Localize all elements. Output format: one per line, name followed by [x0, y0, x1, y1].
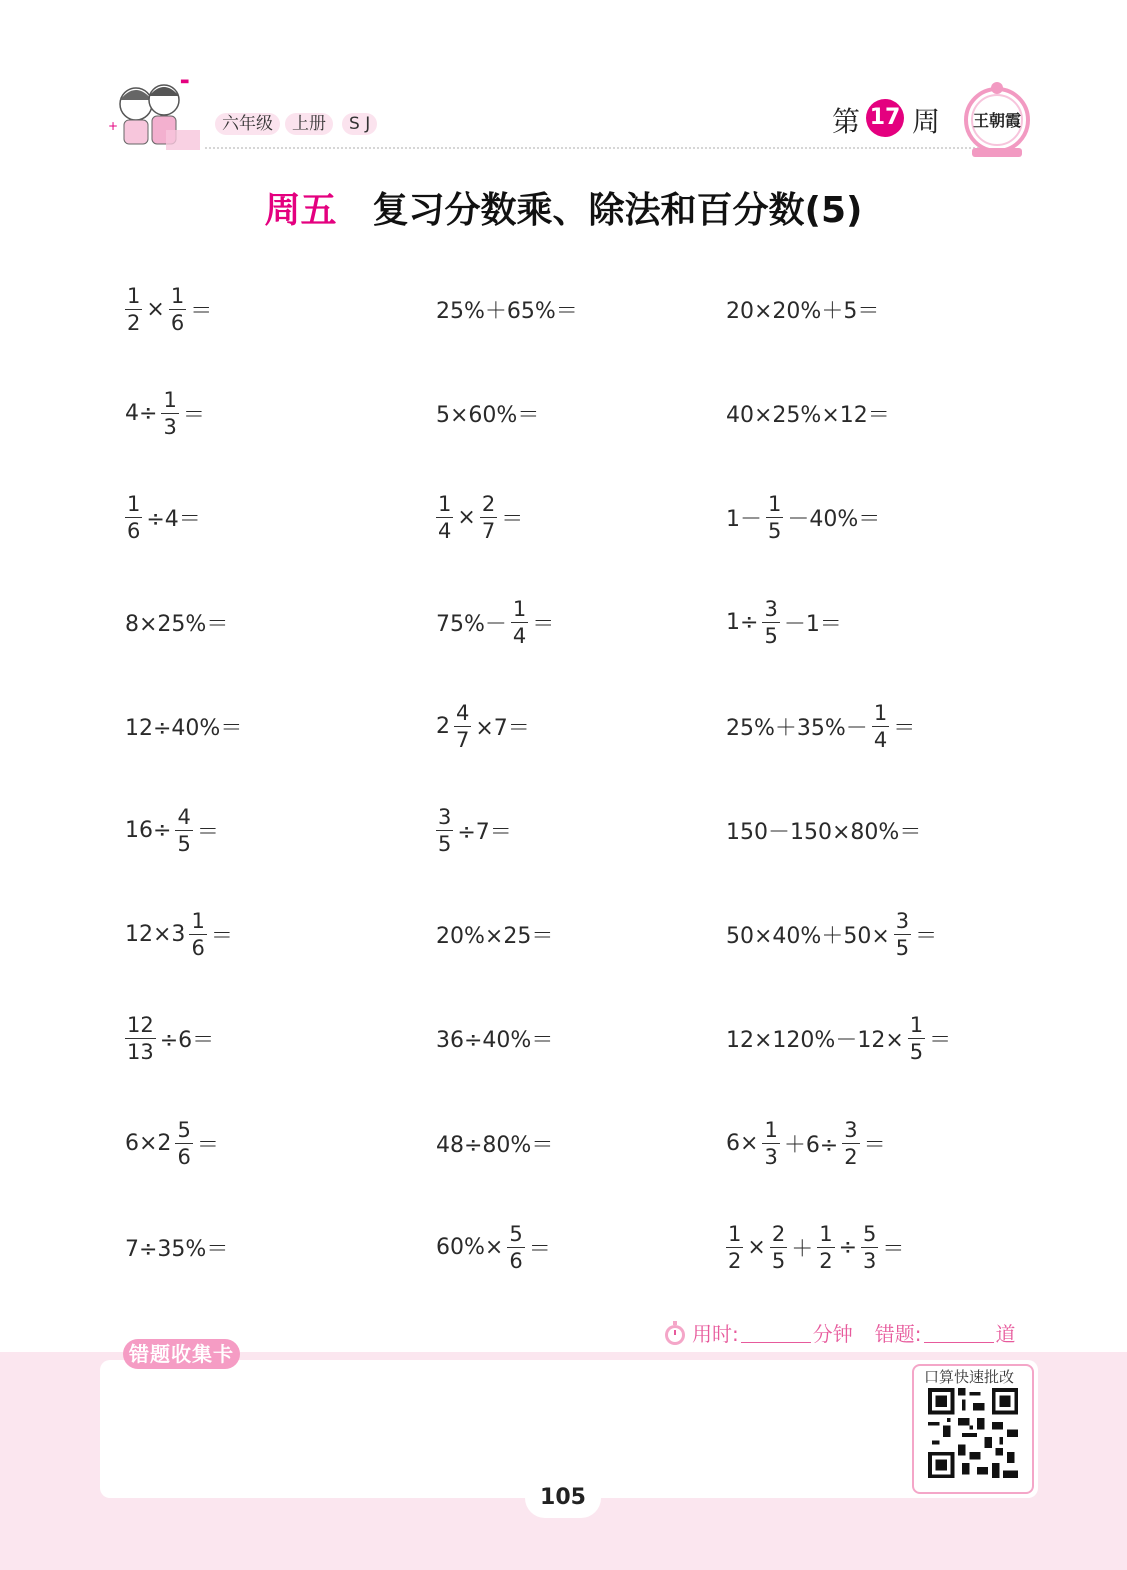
- denominator: 5: [768, 518, 782, 543]
- problem-r1-c2: [434, 274, 580, 344]
- expression-text: 20%×25＝: [436, 923, 554, 949]
- expression-text: 12×3: [125, 921, 186, 947]
- expression-text: 16÷: [125, 817, 172, 843]
- week-prefix: 第: [832, 105, 861, 138]
- denominator: 2: [728, 1248, 742, 1273]
- expression-text: ＝: [893, 715, 916, 741]
- numerator: 1: [819, 1221, 833, 1246]
- numerator: 2: [481, 491, 496, 516]
- edition-tag: S J: [342, 113, 377, 135]
- fraction: [766, 492, 783, 543]
- expression-text: －1＝: [783, 611, 842, 637]
- header-divider: [205, 147, 1007, 149]
- timer-line: [662, 1318, 1016, 1347]
- fraction: [908, 1013, 925, 1064]
- numerator: 3: [438, 804, 452, 829]
- page-title: [0, 182, 1127, 233]
- expression-text: 40×25%×12＝: [726, 402, 890, 428]
- stopwatch-icon: [662, 1320, 688, 1346]
- numerator: 1: [163, 387, 177, 412]
- problem-r10-c1: [123, 1212, 230, 1282]
- expression-text: 1÷: [726, 609, 759, 635]
- fraction: [861, 1222, 878, 1273]
- expression-text: ÷: [838, 1234, 858, 1260]
- denominator: 6: [170, 310, 185, 335]
- denominator: 3: [163, 414, 177, 439]
- expression-text: ＝: [210, 923, 233, 949]
- expression-text: ＝: [915, 923, 938, 949]
- error-unit: 道: [995, 1322, 1016, 1346]
- expression-text: 6×2: [125, 1130, 172, 1156]
- expression-text: ＝: [182, 402, 205, 428]
- problem-r5-c3: [724, 691, 917, 761]
- expression-text: ＋: [791, 1236, 814, 1262]
- time-blank[interactable]: [741, 1322, 811, 1343]
- expression-text: 25%＋65%＝: [436, 298, 578, 324]
- denominator: 2: [844, 1144, 858, 1169]
- grade-tag: 六年级: [215, 113, 280, 135]
- problem-r3-c2: [434, 482, 525, 552]
- problem-r7-c3: [724, 899, 939, 969]
- numerator: 2: [771, 1221, 786, 1246]
- denominator: 4: [873, 727, 888, 752]
- denominator: 6: [127, 518, 141, 543]
- numerator: 1: [873, 700, 888, 725]
- expression-text: 25%＋35%－: [726, 715, 868, 741]
- fraction: [125, 284, 142, 335]
- expression-text: 6×: [726, 1130, 759, 1156]
- numerator: 4: [177, 804, 191, 829]
- expression-text: ＝: [929, 1027, 952, 1053]
- fraction: [507, 1222, 524, 1273]
- numerator: 5: [177, 1117, 191, 1142]
- fraction: [169, 284, 186, 335]
- fraction: [436, 492, 453, 543]
- problem-r7-c2: [434, 899, 555, 969]
- problem-r6-c1: [123, 795, 221, 865]
- denominator: 4: [438, 518, 452, 543]
- denominator: 6: [191, 935, 205, 960]
- problem-r3-c3: [724, 482, 882, 552]
- svg-text:▬: ▬: [180, 76, 190, 87]
- denominator: 5: [764, 623, 778, 648]
- expression-text: ÷7＝: [457, 819, 512, 845]
- problem-r9-c3: [724, 1108, 888, 1178]
- expression-text: 50×40%＋50×: [726, 923, 890, 949]
- denominator: 6: [509, 1248, 523, 1273]
- denominator: 13: [127, 1039, 154, 1064]
- problem-r10-c2: [434, 1212, 553, 1282]
- week-suffix: 周: [912, 105, 941, 138]
- title-topic: 复习分数乘、除法和百分数(5): [372, 190, 863, 231]
- numerator: 1: [191, 908, 205, 933]
- problem-r4-c1: [123, 587, 230, 657]
- expression-text: ＝: [532, 611, 555, 637]
- expression-text: ＝: [190, 298, 213, 324]
- error-label: 错题:: [874, 1322, 922, 1346]
- denominator: 2: [127, 310, 141, 335]
- problem-r4-c2: [434, 587, 556, 657]
- expression-text: 7÷35%＝: [125, 1236, 229, 1262]
- fraction: [436, 805, 453, 856]
- time-label: 用时:: [692, 1322, 739, 1346]
- problem-r5-c1: [123, 691, 244, 761]
- fraction: [175, 805, 192, 856]
- numerator: 12: [127, 1012, 154, 1037]
- expression-text: 5×60%＝: [436, 402, 540, 428]
- denominator: 7: [481, 518, 496, 543]
- expression-text: ×: [146, 296, 165, 322]
- problem-r4-c3: [724, 587, 844, 657]
- denominator: 5: [895, 935, 910, 960]
- svg-text:+: +: [108, 119, 119, 133]
- denominator: 5: [177, 831, 191, 856]
- expression-text: －40%＝: [787, 506, 881, 532]
- expression-text: ÷6＝: [159, 1027, 215, 1053]
- fraction: [872, 701, 889, 752]
- brand-logo: [962, 80, 1032, 160]
- denominator: 6: [177, 1144, 191, 1169]
- expression-text: 75%－: [436, 611, 507, 637]
- numerator: 5: [509, 1221, 523, 1246]
- expression-text: 2: [436, 713, 450, 739]
- page-number: 105: [525, 1478, 601, 1518]
- problem-r2-c2: [434, 378, 541, 448]
- problem-r1-c3: [724, 274, 881, 344]
- fraction: [125, 1013, 156, 1064]
- expression-text: ＝: [501, 506, 524, 532]
- expression-text: 150－150×80%＝: [726, 819, 922, 845]
- expression-text: ＝: [528, 1236, 551, 1262]
- expression-text: ＝: [196, 819, 219, 845]
- problem-r10-c3: [724, 1212, 906, 1282]
- numerator: 3: [895, 908, 910, 933]
- denominator: 3: [764, 1144, 778, 1169]
- problem-r1-c1: [123, 274, 214, 344]
- fraction: [480, 492, 497, 543]
- week-number-badge: 17: [866, 99, 904, 137]
- problem-r2-c1: [123, 378, 207, 448]
- volume-tag: 上册: [285, 113, 333, 135]
- expression-text: ×: [457, 504, 476, 530]
- numerator: 5: [863, 1221, 877, 1246]
- error-blank[interactable]: [924, 1322, 994, 1343]
- logo-text: 王朝霞: [972, 111, 1021, 130]
- problem-r9-c2: [434, 1108, 555, 1178]
- fraction: [189, 909, 206, 960]
- expression-text: 8×25%＝: [125, 611, 229, 637]
- expression-text: 20×20%＋5＝: [726, 298, 880, 324]
- expression-text: 4÷: [125, 400, 158, 426]
- denominator: 3: [863, 1248, 877, 1273]
- qr-label: 口算快速批改: [924, 1368, 1015, 1386]
- fraction: [726, 1222, 743, 1273]
- mascot-illustration: [104, 70, 204, 158]
- fraction: [842, 1118, 859, 1169]
- numerator: 1: [127, 283, 141, 308]
- numerator: 1: [768, 491, 782, 516]
- problem-r6-c2: [434, 795, 514, 865]
- fraction: [125, 492, 142, 543]
- fraction: [161, 388, 178, 439]
- expression-text: 48÷80%＝: [436, 1132, 554, 1158]
- numerator: 1: [764, 1117, 778, 1142]
- problem-r8-c1: [123, 1003, 216, 1073]
- denominator: 5: [438, 831, 452, 856]
- expression-text: 60%×: [436, 1234, 504, 1260]
- fraction: [762, 597, 779, 648]
- numerator: 4: [456, 700, 470, 725]
- title-day: 周五: [264, 190, 337, 231]
- denominator: 7: [456, 727, 470, 752]
- denominator: 5: [771, 1248, 786, 1273]
- fraction: [894, 909, 911, 960]
- problem-r2-c3: [724, 378, 892, 448]
- denominator: 2: [819, 1248, 833, 1273]
- error-card-title: 错题收集卡: [123, 1339, 240, 1369]
- fraction: [770, 1222, 787, 1273]
- qr-code-icon: [925, 1388, 1021, 1478]
- expression-text: 36÷40%＝: [436, 1027, 554, 1053]
- numerator: 3: [844, 1117, 858, 1142]
- problem-r8-c2: [434, 1003, 555, 1073]
- fraction: [817, 1222, 834, 1273]
- expression-text: ＝: [882, 1236, 905, 1262]
- denominator: 5: [909, 1039, 924, 1064]
- expression-text: ×: [747, 1234, 766, 1260]
- expression-text: ＝: [863, 1132, 886, 1158]
- fraction: [175, 1118, 192, 1169]
- problem-r7-c1: [123, 899, 235, 969]
- expression-text: 12÷40%＝: [125, 715, 243, 741]
- denominator: 4: [512, 623, 527, 648]
- problem-r9-c1: [123, 1108, 221, 1178]
- numerator: 1: [728, 1221, 742, 1246]
- numerator: 1: [909, 1012, 924, 1037]
- expression-text: 1－: [726, 506, 762, 532]
- expression-text: 12×120%－12×: [726, 1027, 904, 1053]
- numerator: 1: [438, 491, 452, 516]
- time-unit: 分钟: [812, 1322, 853, 1346]
- numerator: 1: [512, 596, 527, 621]
- fraction: [511, 597, 528, 648]
- fraction: [454, 701, 471, 752]
- numerator: 3: [764, 596, 778, 621]
- numerator: 1: [170, 283, 185, 308]
- problem-r8-c3: [724, 1003, 953, 1073]
- problem-r3-c1: [123, 482, 203, 552]
- expression-text: ×7＝: [475, 715, 530, 741]
- expression-text: ÷4＝: [146, 506, 201, 532]
- expression-text: ＝: [196, 1132, 219, 1158]
- problem-r6-c3: [724, 795, 923, 865]
- expression-text: ＋6÷: [783, 1132, 839, 1158]
- problem-r5-c2: [434, 691, 532, 761]
- numerator: 1: [127, 491, 141, 516]
- fraction: [762, 1118, 779, 1169]
